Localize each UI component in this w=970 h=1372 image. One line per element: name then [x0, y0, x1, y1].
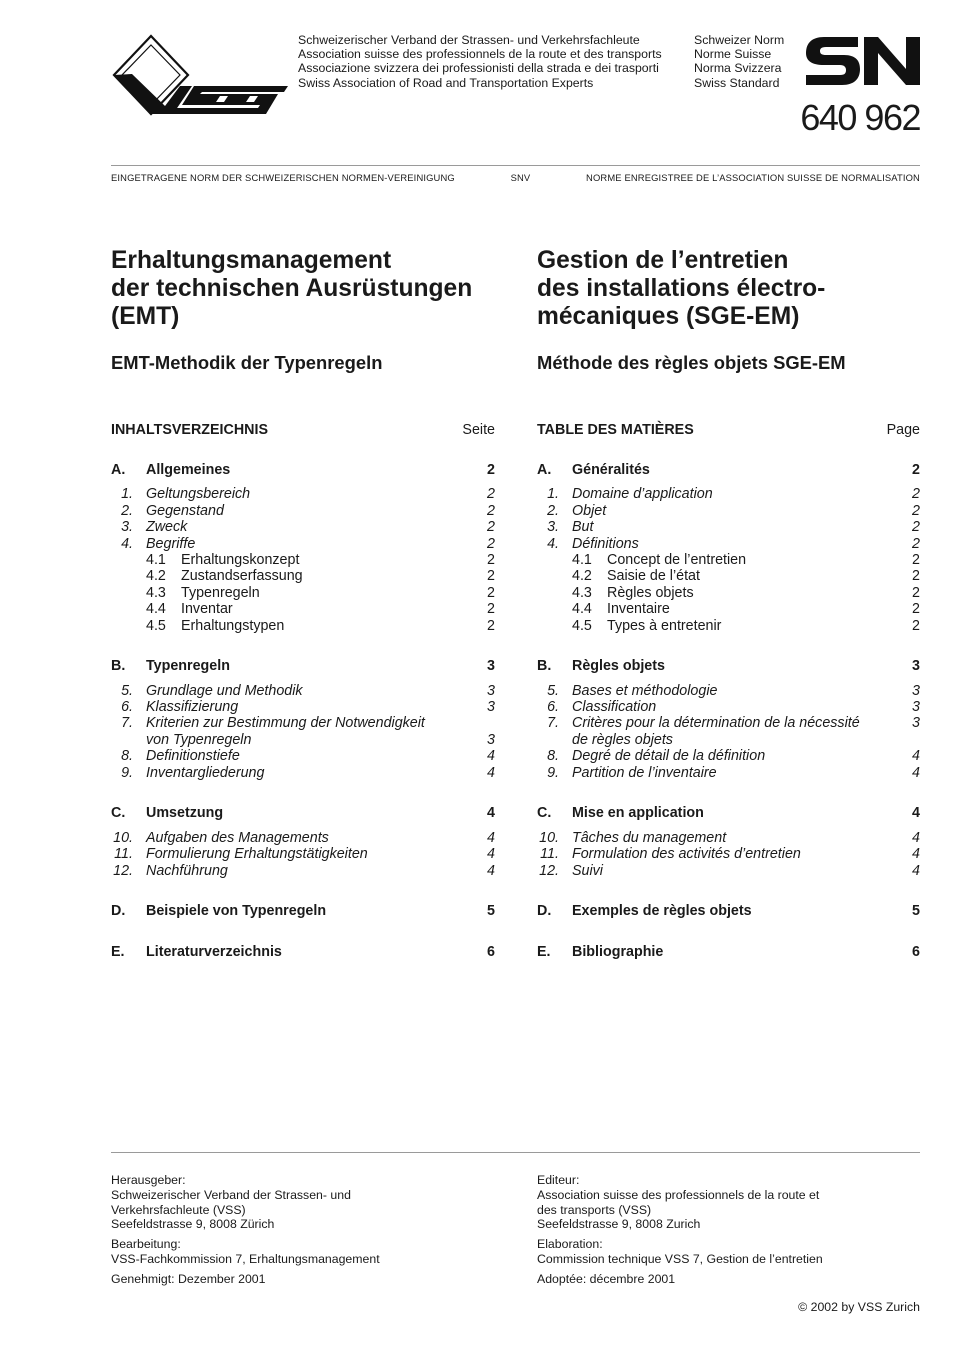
- footer-line: Seefeldstrasse 9, 8008 Zürich: [111, 1217, 275, 1232]
- toc-entry-number: 4.: [121, 535, 133, 552]
- toc-heading-de: [111, 421, 495, 439]
- toc-entry-page: 3: [912, 699, 920, 716]
- toc-entry-title: Gegenstand: [146, 502, 224, 519]
- toc-entry-page: 2: [487, 551, 495, 568]
- title-fr-line: Gestion de l’entretien: [537, 247, 789, 274]
- toc-entry: [537, 519, 920, 535]
- toc-entry-number: B.: [537, 658, 552, 675]
- toc-entry-page: 4: [912, 764, 920, 781]
- registration-line: [111, 172, 920, 183]
- toc-entry-title: Règles objets: [572, 658, 665, 675]
- toc-entry-number: 4.: [547, 535, 559, 552]
- toc-entry: [537, 699, 920, 715]
- toc-entry-page: 2: [912, 519, 920, 536]
- toc-entry-page: 3: [487, 699, 495, 716]
- toc-entry-page: 4: [912, 805, 920, 822]
- toc-entry: [111, 486, 495, 502]
- toc-entry-title: Exemples de règles objets: [572, 903, 752, 920]
- toc-entry: [537, 683, 920, 699]
- toc-entry-title: Règles objets: [607, 584, 694, 601]
- toc-entry-page: 4: [487, 829, 495, 846]
- toc-entry-number: [111, 732, 133, 748]
- toc-entry-page: 4: [487, 862, 495, 879]
- org-name-fr: Association suisse des professionnels de la route et des transports: [298, 47, 662, 62]
- toc-entry: [111, 715, 495, 731]
- toc-entry: [111, 503, 495, 519]
- toc-entry: [111, 748, 495, 764]
- toc-entry-page: 2: [487, 486, 495, 503]
- toc-entry-page: 2: [487, 584, 495, 601]
- footer-divider: [111, 1152, 920, 1153]
- toc-entry-title: Suivi: [572, 862, 603, 879]
- toc-entry-page: 3: [487, 682, 495, 699]
- toc-entry-page: 4: [487, 748, 495, 765]
- toc-entry: [537, 601, 920, 617]
- footer-line: Bearbeitung:: [111, 1237, 181, 1252]
- title-de-line: der technischen Ausrüstungen: [111, 275, 473, 302]
- toc-entry-indent: [111, 618, 146, 634]
- toc-entry-number: C.: [537, 805, 552, 822]
- toc-entry: [111, 846, 495, 862]
- toc-entry-title: Types à entretenir: [607, 617, 722, 634]
- toc-entry-title: de règles objets: [572, 731, 673, 748]
- toc-entry-title: But: [572, 519, 594, 536]
- toc-entry-number: 10.: [113, 829, 133, 846]
- toc-entry-number: 7.: [547, 715, 559, 732]
- toc-entry-page: 2: [912, 617, 920, 634]
- toc-entry: [111, 830, 495, 846]
- toc-entry: [111, 568, 495, 584]
- norm-number: 640 962: [800, 97, 920, 138]
- toc-entry-indent: [537, 601, 572, 617]
- footer-line: Editeur:: [537, 1173, 580, 1187]
- toc-entry: [111, 765, 495, 781]
- toc-entry: [537, 846, 920, 862]
- toc-entry: [537, 536, 920, 552]
- registered-fr: NORME ENREGISTREE DE L’ASSOCIATION SUISSE DE NORMALISATION: [586, 172, 920, 183]
- toc-entry-page: 2: [487, 601, 495, 618]
- toc-entry-page: 2: [487, 617, 495, 634]
- toc-entry-number: 4.5: [572, 617, 592, 634]
- org-name-de: Schweizerischer Verband der Strassen- und Verkehrsfachleute: [298, 33, 640, 47]
- toc-entry-page: 4: [487, 764, 495, 781]
- toc-entry-title: Classification: [572, 699, 657, 716]
- toc-entry-title: Allgemeines: [146, 462, 231, 478]
- toc-entry-title: Critères pour la détermination de la nécessité: [572, 715, 860, 732]
- toc-entry-indent: [111, 601, 146, 617]
- toc-entry-number: 5.: [121, 682, 133, 699]
- toc-entry-title: Généralités: [572, 462, 650, 478]
- toc-entry: [537, 944, 920, 960]
- toc-entry: [111, 658, 495, 674]
- toc-entry-title: Définitions: [572, 535, 639, 552]
- organization-names: [298, 33, 662, 90]
- toc-entry-title: Inventargliederung: [146, 764, 265, 781]
- footer-line: VSS-Fachkommission 7, Erhaltungsmanagement: [111, 1251, 380, 1266]
- footer-block: [537, 1272, 920, 1287]
- toc-entry: [111, 552, 495, 568]
- toc-entry-number: 6.: [547, 699, 559, 716]
- footer-block: [111, 1173, 495, 1232]
- toc-entry: [537, 732, 920, 748]
- footer-block: [111, 1237, 495, 1267]
- toc-heading-fr: [537, 421, 920, 439]
- toc-entry-title: Umsetzung: [146, 805, 224, 822]
- toc-entry-title: Inventar: [181, 601, 233, 618]
- toc-entry-title: Concept de l’entretien: [607, 551, 747, 568]
- footer-block: [537, 1173, 920, 1232]
- vss-logo-icon: [110, 34, 292, 116]
- toc-entry-indent: [537, 552, 572, 568]
- toc-entry-title: Partition de l’inventaire: [572, 764, 717, 781]
- toc-entry-number: 10.: [539, 829, 559, 846]
- toc-entry: [111, 618, 495, 634]
- toc-entry-page: 2: [487, 519, 495, 536]
- toc-entry-title: Beispiele von Typenregeln: [146, 903, 327, 920]
- toc-entry-title: Erhaltungstypen: [181, 617, 285, 634]
- toc-entry-indent: [111, 568, 146, 584]
- toc-entry: [111, 683, 495, 699]
- toc-entry-title: Nachführung: [146, 862, 228, 879]
- toc-entry: [537, 765, 920, 781]
- toc-entry: [537, 805, 920, 821]
- norm-names: [694, 33, 784, 90]
- toc-entry-page: 2: [912, 551, 920, 568]
- toc-entry: [537, 568, 920, 584]
- norm-name-fr: Norme Suisse: [694, 47, 772, 62]
- toc-entry: [537, 503, 920, 519]
- toc-entry-number: 9.: [547, 764, 559, 781]
- toc-entry-title: Domaine d’application: [572, 486, 713, 503]
- toc-entry-number: 2.: [121, 502, 133, 519]
- footer-line: Verkehrsfachleute (VSS): [111, 1202, 246, 1217]
- toc-entry-title: Begriffe: [146, 535, 196, 552]
- toc-entry: [111, 519, 495, 535]
- toc-entry: [111, 536, 495, 552]
- norm-name-en: Swiss Standard: [694, 75, 780, 90]
- toc-entry: [537, 863, 920, 879]
- toc-entry-number: 4.3: [572, 584, 592, 601]
- subtitle-fr: Méthode des règles objets SGE-EM: [537, 352, 846, 373]
- toc-entry-indent: [111, 552, 146, 568]
- toc-entry: [111, 462, 495, 478]
- toc-entry-title: Bases et méthodologie: [572, 682, 718, 699]
- toc-entry-number: D.: [537, 903, 552, 920]
- toc-entry-page: [455, 715, 495, 731]
- toc-entry-title: Inventaire: [607, 601, 670, 618]
- footer-line: Association suisse des professionnels de la route et: [537, 1187, 820, 1202]
- toc-entry-title: Literaturverzeichnis: [146, 944, 282, 961]
- footer-line: Elaboration:: [537, 1237, 603, 1252]
- toc-entry-title: Typenregeln: [146, 658, 230, 675]
- toc-entry-number: 12.: [539, 862, 559, 879]
- toc-entry-number: 1.: [121, 486, 133, 503]
- toc-entry-title: Zustandserfassung: [181, 568, 303, 585]
- toc-entry: [537, 585, 920, 601]
- toc-entry: [111, 732, 495, 748]
- toc-entry-title: Tâches du management: [572, 829, 727, 846]
- toc-entry-page: 2: [487, 568, 495, 585]
- toc-entry-title: Mise en application: [572, 805, 704, 822]
- toc-entry-title: Zweck: [146, 519, 188, 536]
- toc-entry: [111, 601, 495, 617]
- toc-entry-number: 8.: [121, 748, 133, 765]
- title-de-line: Erhaltungsmanagement: [111, 247, 392, 274]
- toc-entry-number: 11.: [540, 846, 559, 863]
- toc-entry-page: 5: [487, 903, 495, 920]
- toc-entry-number: 5.: [547, 682, 559, 699]
- footer-de: [111, 1173, 495, 1292]
- toc-list-de: [111, 462, 495, 969]
- toc-entry-page: 2: [487, 535, 495, 552]
- page-label-de: Seite: [462, 422, 495, 438]
- toc-entry-page: 4: [487, 805, 495, 822]
- toc-entry: [537, 715, 920, 731]
- toc-entry-title: Objet: [572, 502, 607, 519]
- norm-name-de: Schweizer Norm: [694, 33, 785, 47]
- toc-entry-page: 4: [912, 846, 920, 863]
- registered-de: EINGETRAGENE NORM DER SCHWEIZERISCHEN NORMEN-VEREINIGUNG: [111, 172, 455, 183]
- toc-entry-number: 3.: [547, 519, 559, 536]
- toc-entry-number: 9.: [121, 764, 133, 781]
- org-name-it: Associazione svizzera dei professionisti della strada e dei trasporti: [298, 61, 659, 76]
- toc-entry-page: 4: [912, 829, 920, 846]
- toc-entry-title: von Typenregeln: [146, 731, 252, 748]
- toc-entry-number: 4.1: [146, 551, 166, 568]
- toc-entry: [111, 903, 495, 919]
- header-divider: [111, 165, 920, 166]
- title-fr-line: des installations électro-: [537, 275, 826, 302]
- toc-entry: [537, 486, 920, 502]
- toc-entry-page: 3: [487, 658, 495, 675]
- toc-entry: [537, 552, 920, 568]
- toc-entry-number: 11.: [114, 846, 133, 863]
- toc-entry-indent: [111, 585, 146, 601]
- toc-entry: [111, 585, 495, 601]
- title-fr: [537, 247, 920, 331]
- toc-entry-number: A.: [111, 462, 126, 478]
- toc-entry-number: 4.2: [146, 568, 166, 585]
- toc-entry-number: E.: [537, 944, 551, 961]
- toc-entry-indent: [537, 568, 572, 584]
- toc-entry-number: 4.3: [146, 584, 166, 601]
- toc-entry-number: 4.4: [146, 601, 166, 618]
- title-de-line: (EMT): [111, 303, 180, 330]
- footer-line: Genehmigt: Dezember 2001: [111, 1271, 266, 1286]
- toc-entry: [537, 830, 920, 846]
- toc-entry-page: 5: [912, 903, 920, 920]
- toc-entry-number: 4.1: [572, 551, 592, 568]
- page-label-fr: Page: [886, 422, 920, 438]
- footer-line: Schweizerischer Verband der Strassen- und: [111, 1187, 351, 1202]
- toc-entry-page: 2: [912, 601, 920, 618]
- title-fr-line: mécaniques (SGE-EM): [537, 303, 800, 330]
- footer-block: [537, 1237, 920, 1267]
- toc-entry-page: 2: [487, 502, 495, 519]
- footer-line: Seefeldstrasse 9, 8008 Zurich: [537, 1217, 701, 1232]
- toc-entry-title: Grundlage und Methodik: [146, 682, 303, 699]
- toc-entry-page: 3: [487, 731, 495, 748]
- footer-line: Adoptée: décembre 2001: [537, 1271, 676, 1286]
- toc-entry-page: 2: [487, 462, 495, 478]
- toc-entry-page: [880, 732, 920, 748]
- toc-entry-title: Aufgaben des Managements: [146, 829, 329, 846]
- footer-fr: [537, 1173, 920, 1292]
- toc-entry: [111, 699, 495, 715]
- toc-entry-number: E.: [111, 944, 125, 961]
- toc-entry-number: B.: [111, 658, 126, 675]
- toc-entry-number: 1.: [547, 486, 559, 503]
- toc-entry: [537, 748, 920, 764]
- toc-entry-number: 6.: [121, 699, 133, 716]
- footer-line: Herausgeber:: [111, 1173, 186, 1187]
- toc-entry: [111, 944, 495, 960]
- sn-logo-icon: [804, 35, 922, 87]
- toc-entry-title: Saisie de l’état: [607, 568, 700, 585]
- copyright: © 2002 by VSS Zurich: [798, 1300, 920, 1314]
- toc-entry-number: C.: [111, 805, 126, 822]
- toc-entry: [537, 618, 920, 634]
- toc-entry-number: [537, 732, 559, 748]
- toc-entry-page: 3: [912, 658, 920, 675]
- toc-entry-title: Definitionstiefe: [146, 748, 240, 765]
- toc-label-fr: TABLE DES MATIÈRES: [537, 422, 694, 438]
- toc-entry-page: 4: [912, 748, 920, 765]
- subtitle-de: EMT-Methodik der Typenregeln: [111, 352, 383, 373]
- registered-abbr: SNV: [510, 172, 531, 183]
- org-name-en: Swiss Association of Road and Transportation Experts: [298, 75, 594, 90]
- toc-entry-page: 2: [912, 486, 920, 503]
- toc-entry-title: Formulation des activités d’entretien: [572, 846, 801, 863]
- toc-entry: [537, 658, 920, 674]
- toc-entry-number: 8.: [547, 748, 559, 765]
- toc-entry-number: A.: [537, 462, 552, 478]
- toc-entry-page: 2: [912, 568, 920, 585]
- toc-entry-number: D.: [111, 903, 126, 920]
- norm-name-it: Norma Svizzera: [694, 61, 782, 76]
- toc-entry-number: 3.: [121, 519, 133, 536]
- toc-entry-number: 12.: [113, 862, 133, 879]
- toc-entry: [537, 903, 920, 919]
- toc-label-de: INHALTSVERZEICHNIS: [111, 422, 269, 438]
- toc-entry-page: 6: [487, 944, 495, 961]
- toc-entry-page: 2: [912, 535, 920, 552]
- toc-entry-title: Erhaltungskonzept: [181, 551, 300, 568]
- toc-entry-title: Formulierung Erhaltungstätigkeiten: [146, 846, 368, 863]
- toc-entry-title: Typenregeln: [181, 584, 260, 601]
- toc-entry-title: Klassifizierung: [146, 699, 239, 716]
- toc-entry-number: 4.2: [572, 568, 592, 585]
- title-de: [111, 247, 495, 331]
- toc-entry-title: Geltungsbereich: [146, 486, 251, 503]
- toc-entry-page: 2: [912, 502, 920, 519]
- toc-entry-number: 4.5: [146, 617, 166, 634]
- footer-line: des transports (VSS): [537, 1202, 652, 1217]
- toc-entry-page: 4: [487, 846, 495, 863]
- toc-entry-indent: [537, 618, 572, 634]
- toc-list-fr: [537, 462, 920, 969]
- toc-entry-page: 3: [912, 715, 920, 732]
- toc-entry-number: 4.4: [572, 601, 592, 618]
- toc-entry: [111, 863, 495, 879]
- toc-entry-number: 2.: [547, 502, 559, 519]
- toc-entry: [111, 805, 495, 821]
- footer-block: [111, 1272, 495, 1287]
- toc-entry-page: 3: [912, 682, 920, 699]
- toc-entry-title: Kriterien zur Bestimmung der Notwendigkeit: [146, 715, 425, 732]
- toc-entry-title: Bibliographie: [572, 944, 664, 961]
- toc-entry-indent: [537, 585, 572, 601]
- toc-entry-page: 2: [912, 584, 920, 601]
- toc-entry-page: 6: [912, 944, 920, 961]
- toc-entry-page: 2: [912, 462, 920, 478]
- toc-entry-title: Degré de détail de la définition: [572, 748, 766, 765]
- footer-line: Commission technique VSS 7, Gestion de l’entretien: [537, 1251, 823, 1266]
- toc-entry-number: 7.: [121, 715, 133, 732]
- toc-entry: [537, 462, 920, 478]
- toc-entry-page: 4: [912, 862, 920, 879]
